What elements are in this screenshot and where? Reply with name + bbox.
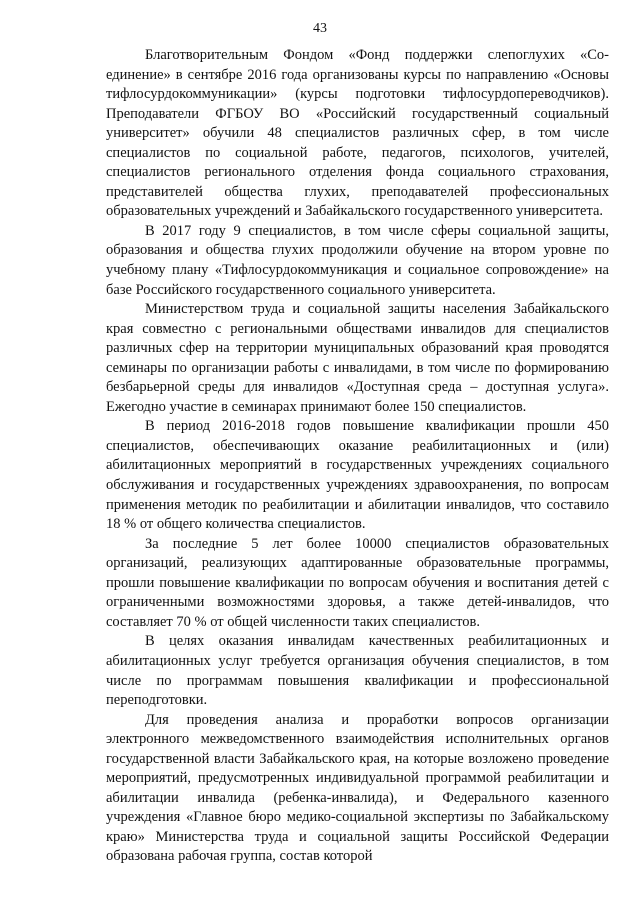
- paragraph-qualification-2016-2018: В период 2016-2018 годов повышение квалификации прошли 450 специалистов, обеспечивающих оказание реабилитационных и (или) абилитационных мероприятий в государственных учреждениях социального обслуживания и государственных учреждениях здравоохранения, по вопросам применения методик по реабилитации и абилитации инвалидов, что составило 18 % от общего количества специалистов.: [106, 418, 609, 533]
- paragraph-education-specialists: За последние 5 лет более 10000 специалистов образовательных организаций, реализующих адаптированные образовательные программы, прошли повышение квалификации по вопросам обучения и воспитания детей с ограниченными возможностями здоровья, а также детей-инвалидов, что составляет 70 % от общей численности таких специалистов.: [106, 535, 609, 630]
- paragraph-training-2017: В 2017 году 9 специалистов, в том числе сферы социальной защиты, образования и общества глухих продолжили обучение на втором уровне по учебному плану «Тифлосурдокоммуникация и социальное сопровождение» на базе Российского государственного социального университета.: [106, 222, 609, 298]
- page-number: 43: [313, 21, 327, 36]
- paragraph-training-need: В целях оказания инвалидам качественных реабилитационных и абилитационных услуг требуется организация обучения специалистов, в том числе по программам повышения квалификации и профессиональной переподготовки.: [106, 633, 609, 709]
- paragraph-courses-2016: Благотворительным Фондом «Фонд поддержки слепоглухих «Со-единение» в сентябре 2016 года организованы курсы по направлению «Основы тифлосурдокоммуникации» (курсы подготовки тифлосурдопереводчиков). Преподаватели ФГБОУ ВО «Российский государственный социальный университет» обучили 48 специалистов различных сфер, в том числе специалистов по социальной работе, педагогов, психологов, учителей, специалистов регионального отделения фонда социального страхования, представителей общества глухих, преподавателей профессиональных образовательных учреждений и Забайкальского государственного университета.: [106, 47, 609, 220]
- paragraph-working-group: Для проведения анализа и проработки вопросов организации электронного межведомственного взаимодействия исполнительных органов государственной власти Забайкальского края, на которые возложено проведение мероприятий, предусмотренных индивидуальной программой реабилитации и абилитации инвалида (ребенка-инвалида), и Федерального казенного учреждения «Главное бюро медико-социальной экспертизы по Забайкальскому краю» Министерства труда и социальной защиты Российской Федерации образована рабочая группа, состав которой: [106, 711, 609, 865]
- document-body: [106, 46, 609, 867]
- paragraph-seminars: Министерством труда и социальной защиты населения Забайкальского края совместно с региональными обществами инвалидов для специалистов различных сфер на территории муниципальных образований края проводятся семинары по организации работы с инвалидами, в том числе по формированию безбарьерной среды для инвалидов «Доступная среда – доступная услуга». Ежегодно участие в семинарах принимают более 150 специалистов.: [106, 301, 609, 415]
